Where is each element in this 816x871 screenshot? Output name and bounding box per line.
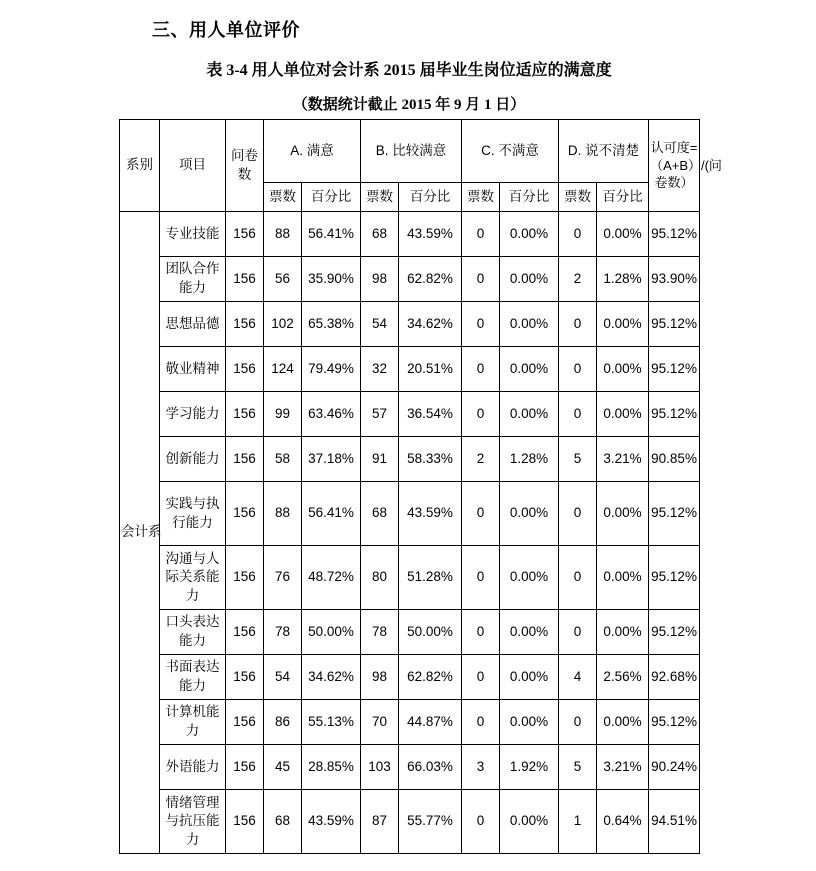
cell-b-votes: 68	[361, 212, 399, 257]
cell-a-votes: 78	[264, 610, 302, 655]
cell-item: 外语能力	[160, 745, 226, 790]
cell-total: 156	[226, 546, 264, 610]
cell-a-votes: 88	[264, 212, 302, 257]
cell-b-percent: 20.51%	[399, 347, 462, 392]
cell-c-votes: 0	[462, 482, 500, 546]
cell-item: 创新能力	[160, 437, 226, 482]
cell-c-percent: 0.00%	[500, 392, 559, 437]
cell-a-votes: 54	[264, 655, 302, 700]
subheader-a-percent: 百分比	[302, 183, 361, 212]
cell-a-percent: 28.85%	[302, 745, 361, 790]
cell-b-percent: 51.28%	[399, 546, 462, 610]
header-group-a: A. 满意	[264, 120, 361, 183]
cell-total: 156	[226, 212, 264, 257]
cell-total: 156	[226, 392, 264, 437]
cell-a-votes: 58	[264, 437, 302, 482]
cell-total: 156	[226, 655, 264, 700]
cell-c-percent: 0.00%	[500, 482, 559, 546]
cell-a-percent: 56.41%	[302, 482, 361, 546]
cell-b-votes: 98	[361, 257, 399, 302]
cell-d-percent: 0.00%	[597, 700, 649, 745]
table-subtitle: （数据统计截止 2015 年 9 月 1 日）	[292, 97, 526, 113]
cell-c-percent: 0.00%	[500, 610, 559, 655]
cell-c-percent: 0.00%	[500, 790, 559, 854]
subheader-d-percent: 百分比	[597, 183, 649, 212]
cell-d-percent: 0.00%	[597, 212, 649, 257]
cell-d-percent: 0.64%	[597, 790, 649, 854]
cell-d-votes: 5	[559, 437, 597, 482]
cell-d-votes: 0	[559, 700, 597, 745]
cell-a-votes: 76	[264, 546, 302, 610]
cell-c-votes: 0	[462, 610, 500, 655]
cell-b-percent: 62.82%	[399, 655, 462, 700]
cell-d-percent: 0.00%	[597, 546, 649, 610]
cell-c-percent: 1.92%	[500, 745, 559, 790]
cell-b-percent: 50.00%	[399, 610, 462, 655]
cell-c-percent: 0.00%	[500, 212, 559, 257]
cell-d-votes: 0	[559, 392, 597, 437]
cell-a-percent: 35.90%	[302, 257, 361, 302]
cell-b-votes: 80	[361, 546, 399, 610]
header-item: 项目	[160, 120, 226, 212]
subheader-b-percent: 百分比	[399, 183, 462, 212]
header-department: 系别	[120, 120, 160, 212]
cell-d-votes: 0	[559, 546, 597, 610]
cell-c-percent: 0.00%	[500, 700, 559, 745]
cell-c-votes: 0	[462, 655, 500, 700]
satisfaction-table	[119, 119, 722, 854]
cell-d-votes: 0	[559, 347, 597, 392]
cell-b-percent: 43.59%	[399, 482, 462, 546]
cell-d-votes: 0	[559, 610, 597, 655]
cell-b-votes: 68	[361, 482, 399, 546]
cell-total: 156	[226, 745, 264, 790]
cell-d-percent: 3.21%	[597, 745, 649, 790]
cell-item: 学习能力	[160, 392, 226, 437]
table-row	[120, 257, 700, 302]
cell-c-percent: 1.28%	[500, 437, 559, 482]
table-row	[120, 700, 700, 745]
cell-a-percent: 37.18%	[302, 437, 361, 482]
table-row	[120, 546, 700, 610]
table-row	[120, 655, 700, 700]
cell-item: 计算机能力	[160, 700, 226, 745]
cell-d-percent: 3.21%	[597, 437, 649, 482]
cell-a-percent: 63.46%	[302, 392, 361, 437]
cell-c-votes: 0	[462, 392, 500, 437]
cell-c-percent: 0.00%	[500, 347, 559, 392]
cell-a-votes: 56	[264, 257, 302, 302]
table-body	[120, 212, 700, 854]
table-row	[120, 790, 700, 854]
cell-a-percent: 48.72%	[302, 546, 361, 610]
cell-total: 156	[226, 347, 264, 392]
cell-total: 156	[226, 257, 264, 302]
header-row-groups	[120, 120, 700, 183]
header-recognition-rate: 认可度=（A+B）/(问卷数）	[649, 120, 700, 212]
cell-recognition: 90.85%	[649, 437, 700, 482]
cell-d-percent: 0.00%	[597, 347, 649, 392]
cell-total: 156	[226, 790, 264, 854]
cell-d-votes: 0	[559, 302, 597, 347]
cell-a-votes: 68	[264, 790, 302, 854]
cell-b-votes: 57	[361, 392, 399, 437]
cell-b-percent: 62.82%	[399, 257, 462, 302]
cell-d-votes: 5	[559, 745, 597, 790]
cell-c-votes: 0	[462, 257, 500, 302]
cell-a-percent: 79.49%	[302, 347, 361, 392]
cell-b-votes: 78	[361, 610, 399, 655]
cell-b-percent: 55.77%	[399, 790, 462, 854]
subheader-b-votes: 票数	[361, 183, 399, 212]
cell-item: 敬业精神	[160, 347, 226, 392]
table-row	[120, 392, 700, 437]
subheader-d-votes: 票数	[559, 183, 597, 212]
cell-item: 专业技能	[160, 212, 226, 257]
cell-d-percent: 0.00%	[597, 392, 649, 437]
cell-recognition: 92.68%	[649, 655, 700, 700]
cell-recognition: 94.51%	[649, 790, 700, 854]
cell-item: 沟通与人际关系能力	[160, 546, 226, 610]
cell-a-percent: 34.62%	[302, 655, 361, 700]
cell-recognition: 95.12%	[649, 302, 700, 347]
cell-c-percent: 0.00%	[500, 302, 559, 347]
cell-a-votes: 45	[264, 745, 302, 790]
cell-item: 团队合作能力	[160, 257, 226, 302]
cell-item: 口头表达能力	[160, 610, 226, 655]
cell-d-votes: 0	[559, 212, 597, 257]
cell-b-votes: 54	[361, 302, 399, 347]
table-row	[120, 302, 700, 347]
cell-b-votes: 70	[361, 700, 399, 745]
cell-c-percent: 0.00%	[500, 546, 559, 610]
section-heading: 三、用人单位评价	[152, 20, 300, 40]
cell-a-votes: 86	[264, 700, 302, 745]
cell-recognition: 95.12%	[649, 546, 700, 610]
cell-b-votes: 32	[361, 347, 399, 392]
cell-b-votes: 98	[361, 655, 399, 700]
header-group-d: D. 说不清楚	[559, 120, 649, 183]
cell-c-votes: 3	[462, 745, 500, 790]
cell-a-percent: 65.38%	[302, 302, 361, 347]
cell-a-votes: 88	[264, 482, 302, 546]
table-row	[120, 482, 700, 546]
cell-d-votes: 2	[559, 257, 597, 302]
table-row	[120, 212, 700, 257]
cell-b-percent: 58.33%	[399, 437, 462, 482]
table-title: 表 3-4 用人单位对会计系 2015 届毕业生岗位适应的满意度	[206, 62, 612, 79]
table-row	[120, 347, 700, 392]
cell-a-votes: 124	[264, 347, 302, 392]
cell-total: 156	[226, 610, 264, 655]
cell-department: 会计系	[120, 212, 160, 854]
cell-c-votes: 0	[462, 302, 500, 347]
cell-recognition: 95.12%	[649, 212, 700, 257]
cell-b-votes: 87	[361, 790, 399, 854]
cell-total: 156	[226, 700, 264, 745]
cell-total: 156	[226, 482, 264, 546]
cell-d-votes: 1	[559, 790, 597, 854]
cell-b-votes: 91	[361, 437, 399, 482]
cell-item: 实践与执行能力	[160, 482, 226, 546]
cell-b-percent: 66.03%	[399, 745, 462, 790]
table-row	[120, 610, 700, 655]
cell-recognition: 93.90%	[649, 257, 700, 302]
cell-item: 思想品德	[160, 302, 226, 347]
cell-c-percent: 0.00%	[500, 257, 559, 302]
cell-a-percent: 55.13%	[302, 700, 361, 745]
header-group-c: C. 不满意	[462, 120, 559, 183]
cell-recognition: 95.12%	[649, 347, 700, 392]
cell-recognition: 90.24%	[649, 745, 700, 790]
cell-recognition: 95.12%	[649, 610, 700, 655]
cell-d-percent: 0.00%	[597, 482, 649, 546]
header-questionnaire-count: 问卷数	[226, 120, 264, 212]
cell-c-votes: 0	[462, 700, 500, 745]
cell-d-percent: 2.56%	[597, 655, 649, 700]
cell-c-votes: 0	[462, 546, 500, 610]
cell-a-percent: 56.41%	[302, 212, 361, 257]
cell-d-percent: 1.28%	[597, 257, 649, 302]
cell-recognition: 95.12%	[649, 392, 700, 437]
table-row	[120, 745, 700, 790]
cell-b-percent: 36.54%	[399, 392, 462, 437]
table-row	[120, 437, 700, 482]
satisfaction-table-wrapper	[119, 119, 722, 854]
cell-c-votes: 0	[462, 212, 500, 257]
cell-b-votes: 103	[361, 745, 399, 790]
cell-d-votes: 0	[559, 482, 597, 546]
cell-item: 情绪管理与抗压能力	[160, 790, 226, 854]
cell-d-percent: 0.00%	[597, 302, 649, 347]
subheader-c-votes: 票数	[462, 183, 500, 212]
cell-c-votes: 0	[462, 790, 500, 854]
cell-recognition: 95.12%	[649, 700, 700, 745]
subheader-c-percent: 百分比	[500, 183, 559, 212]
cell-recognition: 95.12%	[649, 482, 700, 546]
cell-c-votes: 0	[462, 347, 500, 392]
cell-d-votes: 4	[559, 655, 597, 700]
subheader-a-votes: 票数	[264, 183, 302, 212]
cell-b-percent: 34.62%	[399, 302, 462, 347]
cell-c-percent: 0.00%	[500, 655, 559, 700]
cell-total: 156	[226, 437, 264, 482]
cell-d-percent: 0.00%	[597, 610, 649, 655]
cell-a-percent: 50.00%	[302, 610, 361, 655]
table-head	[120, 120, 722, 212]
cell-b-percent: 44.87%	[399, 700, 462, 745]
cell-a-votes: 102	[264, 302, 302, 347]
cell-c-votes: 2	[462, 437, 500, 482]
cell-a-votes: 99	[264, 392, 302, 437]
header-group-b: B. 比较满意	[361, 120, 462, 183]
cell-total: 156	[226, 302, 264, 347]
cell-item: 书面表达能力	[160, 655, 226, 700]
cell-a-percent: 43.59%	[302, 790, 361, 854]
cell-b-percent: 43.59%	[399, 212, 462, 257]
